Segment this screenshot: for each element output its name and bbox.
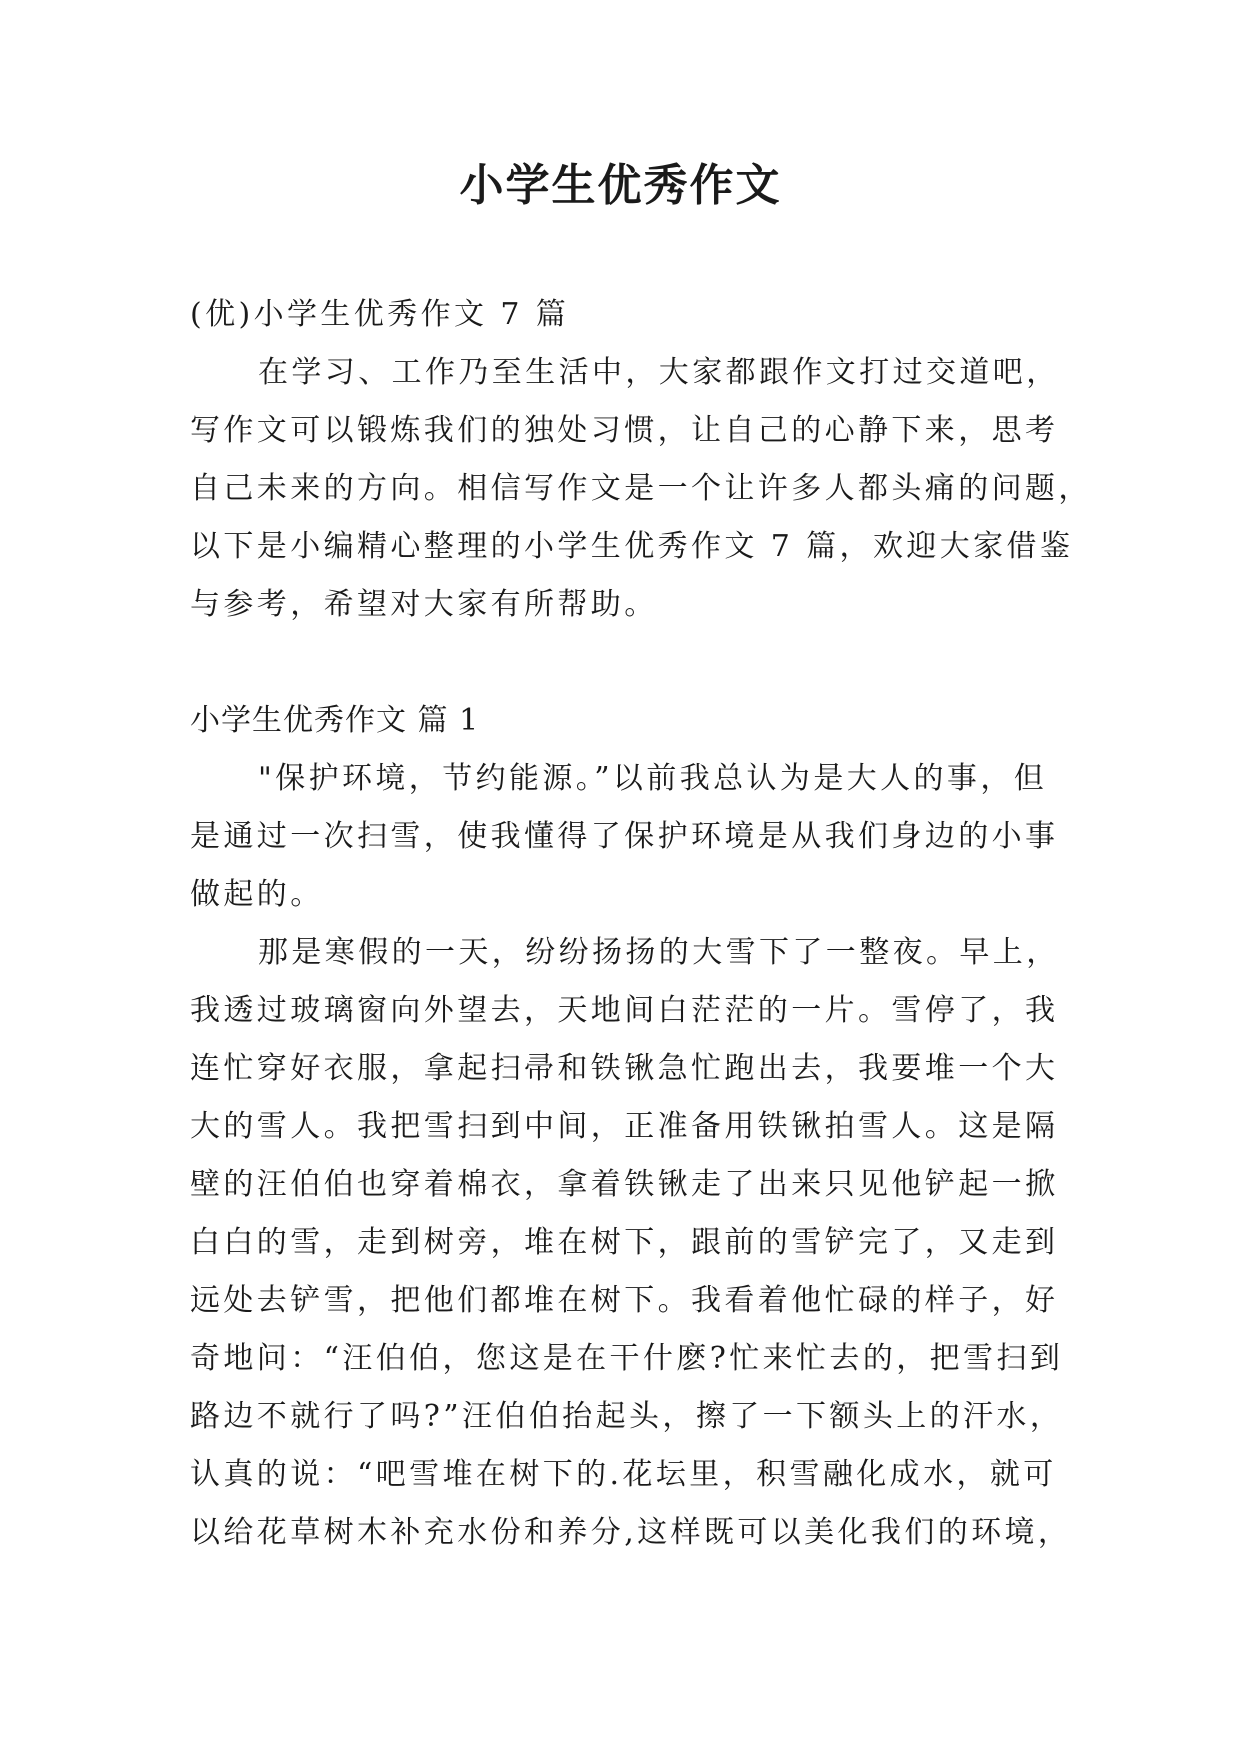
paragraph-line: 白白的雪，走到树旁，堆在树下，跟前的雪铲完了，又走到: [190, 1225, 1059, 1260]
subtitle: (优)小学生优秀作文 7 篇: [190, 297, 570, 332]
paragraph-line: 那是寒假的一天，纷纷扬扬的大雪下了一整夜。早上，: [258, 935, 1060, 970]
paragraph-line: 是通过一次扫雪，使我懂得了保护环境是从我们身边的小事: [190, 819, 1059, 854]
paragraph-line: 连忙穿好衣服，拿起扫帚和铁锹急忙跑出去，我要堆一个大: [190, 1051, 1059, 1086]
paragraph-line: 我透过玻璃窗向外望去，天地间白茫茫的一片。雪停了，我: [190, 993, 1059, 1028]
paragraph-line: 以给花草树木补充水份和养分,这样既可以美化我们的环境，: [190, 1515, 1072, 1550]
intro-line: 自己未来的方向。相信写作文是一个让许多人都头痛的问题，: [190, 471, 1092, 506]
paragraph-line: "保护环境，节约能源。”以前我总认为是大人的事，但: [258, 761, 1048, 796]
paragraph-line: 大的雪人。我把雪扫到中间，正准备用铁锹拍雪人。这是隔: [190, 1109, 1059, 1144]
paragraph-line: 远处去铲雪，把他们都堆在树下。我看着他忙碌的样子，好: [190, 1283, 1059, 1318]
paragraph-line: 认真的说：“吧雪堆在树下的.花坛里，积雪融化成水，就可: [190, 1457, 1057, 1492]
intro-line: 写作文可以锻炼我们的独处习惯，让自己的心静下来，思考: [190, 413, 1059, 448]
paragraph-line: 奇地问：“汪伯伯，您这是在干什麽?忙来忙去的，把雪扫到: [190, 1341, 1064, 1376]
document-body: [190, 286, 1092, 1562]
paragraph-gap: [190, 634, 1058, 692]
paragraph-line: 路边不就行了吗?”汪伯伯抬起头，擦了一下额头上的汗水，: [190, 1399, 1064, 1434]
section-heading: 小学生优秀作文 篇 1: [190, 703, 480, 738]
intro-line: 以下是小编精心整理的小学生优秀作文 7 篇，欢迎大家借鉴: [190, 529, 1074, 564]
intro-line: 与参考，希望对大家有所帮助。: [190, 587, 658, 622]
paragraph-line: 做起的。: [190, 877, 324, 912]
intro-line: 在学习、工作乃至生活中，大家都跟作文打过交道吧，: [258, 355, 1060, 390]
document-title: 小学生优秀作文: [459, 160, 782, 211]
paragraph-line: 壁的汪伯伯也穿着棉衣，拿着铁锹走了出来只见他铲起一掀: [190, 1167, 1059, 1202]
